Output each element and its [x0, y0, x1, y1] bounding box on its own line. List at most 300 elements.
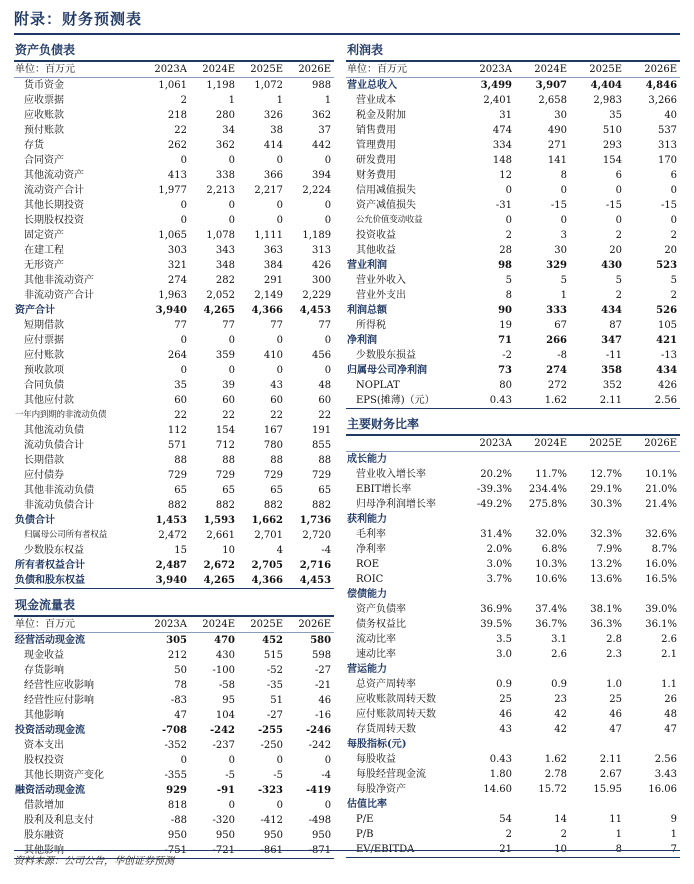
table-row	[346, 288, 680, 303]
value-cell: 88	[318, 455, 332, 466]
year-header: 2026E	[286, 61, 334, 78]
row-label: 其他长期投资	[24, 200, 84, 211]
value-cell: 6.8%	[541, 544, 567, 555]
table-row	[346, 602, 680, 617]
value-cell: 434	[656, 365, 678, 376]
value-cell: 2	[505, 829, 512, 840]
table-row	[346, 767, 680, 782]
value-cell: -100	[212, 665, 235, 676]
value-cell: 22	[174, 125, 187, 136]
table-row	[14, 813, 334, 828]
value-cell: 65	[222, 485, 235, 496]
value-cell: 25	[499, 694, 512, 705]
unit-label	[346, 435, 460, 452]
row-label: 总资产周转率	[356, 679, 416, 690]
value-cell: 0	[276, 365, 283, 376]
value-cell: 0	[276, 335, 283, 346]
value-cell: 60	[318, 395, 332, 406]
value-cell: 2,149	[254, 290, 283, 301]
value-cell: 1	[324, 95, 332, 106]
value-cell: 54	[499, 814, 512, 825]
value-cell: 1.62	[544, 754, 567, 765]
value-cell: 321	[167, 260, 187, 271]
section-title: 利润表	[346, 40, 680, 61]
value-cell: 8	[505, 290, 512, 301]
value-cell: 170	[657, 155, 678, 166]
row-label: 营业外收入	[356, 275, 406, 286]
value-cell: 780	[263, 440, 283, 451]
value-cell: 434	[601, 305, 622, 316]
value-cell: 272	[547, 380, 567, 391]
row-label: 公允价值变动收益	[356, 215, 423, 225]
value-cell: 0	[670, 215, 678, 226]
value-cell	[570, 512, 625, 527]
table-row	[346, 797, 680, 812]
value-cell: 274	[546, 365, 567, 376]
value-cell: 234.4%	[528, 484, 567, 495]
table-row	[346, 557, 680, 572]
value-cell: 22	[318, 410, 332, 421]
value-cell: 3.7%	[486, 574, 512, 585]
year-header: 2026E	[625, 435, 680, 452]
value-cell: 43	[270, 380, 283, 391]
value-cell	[570, 797, 625, 812]
value-cell: 2.56	[625, 393, 680, 409]
value-cell: -83	[170, 695, 187, 706]
row-label: 应付账款	[24, 350, 64, 361]
value-cell: 0	[505, 185, 512, 196]
value-cell: 526	[656, 305, 678, 316]
value-cell: 31.4%	[480, 529, 512, 540]
value-cell	[570, 452, 625, 468]
value-cell: 929	[166, 785, 187, 796]
value-cell: 67	[554, 320, 567, 331]
value-cell: -5	[273, 770, 283, 781]
value-cell: 20	[664, 245, 678, 256]
value-cell: -237	[212, 740, 235, 751]
row-label: 应付账款周转天数	[356, 709, 436, 720]
value-cell: 11	[609, 814, 622, 825]
table-row	[346, 617, 680, 632]
value-cell: -91	[216, 785, 235, 796]
row-label: 营业外支出	[356, 290, 406, 301]
value-cell: 2,213	[206, 185, 235, 196]
value-cell: 1,963	[158, 290, 187, 301]
value-cell: 60	[174, 395, 187, 406]
header-row	[14, 61, 334, 78]
row-label: 资产减值损失	[356, 200, 416, 211]
row-label: 货币资金	[24, 80, 64, 91]
row-label: 获利能力	[347, 514, 387, 525]
section-title: 现金流量表	[14, 595, 334, 616]
section-title: 资产负债表	[14, 40, 334, 61]
value-cell	[460, 797, 515, 812]
value-cell: 430	[601, 260, 622, 271]
value-cell	[570, 587, 625, 602]
year-header: 2024E	[515, 435, 570, 452]
table-row	[14, 363, 334, 378]
value-cell: 3,940	[142, 573, 190, 589]
value-cell: 10.3%	[535, 559, 567, 570]
value-cell: -250	[260, 740, 283, 751]
table-row	[14, 543, 334, 558]
value-cell: 729	[311, 470, 332, 481]
value-cell: 2,658	[538, 95, 567, 106]
year-header: 2023A	[142, 61, 190, 78]
value-cell: -27	[314, 665, 332, 676]
row-label: EBIT增长率	[356, 484, 412, 495]
value-cell: 48	[318, 380, 332, 391]
year-header: 2024E	[190, 61, 238, 78]
value-cell	[625, 587, 680, 602]
table-row	[346, 138, 680, 153]
value-cell: 5	[615, 275, 622, 286]
year-header: 2024E	[190, 616, 238, 633]
table-row	[346, 333, 680, 348]
value-cell: 21.0%	[645, 484, 678, 495]
value-cell: 2,401	[483, 95, 512, 106]
value-cell: -27	[266, 710, 283, 721]
value-cell: 0	[228, 365, 235, 376]
value-cell: 65	[318, 485, 332, 496]
value-cell: 0	[324, 215, 332, 226]
row-label: 投资收益	[356, 230, 396, 241]
value-cell: 12.7%	[590, 469, 622, 480]
row-label: ROE	[356, 559, 380, 570]
value-cell: 275.8%	[528, 499, 567, 510]
value-cell: 2	[180, 95, 187, 106]
value-cell	[625, 797, 680, 812]
value-cell: 0	[228, 335, 235, 346]
value-cell: 95	[222, 695, 235, 706]
value-cell: 0	[180, 155, 187, 166]
year-header: 2025E	[238, 61, 286, 78]
value-cell	[515, 452, 570, 468]
value-cell: 10	[222, 545, 235, 556]
value-cell: 0	[324, 755, 332, 766]
value-cell: 1,065	[158, 230, 187, 241]
value-cell: 414	[263, 140, 283, 151]
value-cell: 4,453	[299, 305, 332, 316]
value-cell: 2.56	[654, 754, 678, 765]
page-title: 附录：财务预测表	[14, 10, 143, 28]
table-row	[346, 393, 680, 409]
table-row	[14, 318, 334, 333]
value-cell: 1.0	[606, 679, 622, 690]
year-header: 2023A	[460, 61, 515, 78]
value-cell: 2,705	[251, 560, 283, 571]
table-row	[346, 527, 680, 542]
value-cell: 48	[664, 709, 678, 720]
row-label: 流动负债合计	[24, 440, 84, 451]
value-cell: 0.43	[489, 754, 512, 765]
row-label: 其他流动负债	[24, 425, 84, 436]
row-label: 非流动资产合计	[24, 290, 94, 301]
value-cell: 31	[499, 110, 512, 121]
value-cell: 26	[664, 694, 678, 705]
row-label: 成长能力	[347, 454, 387, 465]
value-cell: 16.0%	[645, 559, 678, 570]
table-row	[346, 348, 680, 363]
value-cell: 882	[215, 500, 235, 511]
value-cell: 35	[174, 380, 187, 391]
value-cell: 0	[276, 215, 283, 226]
value-cell: 4,846	[645, 80, 678, 91]
value-cell: 90	[498, 305, 512, 316]
value-cell: 1,662	[251, 515, 283, 526]
row-label: 信用减值损失	[356, 185, 416, 196]
row-label: 偿债能力	[347, 589, 387, 600]
value-cell: 38	[270, 125, 283, 136]
value-cell: 0	[276, 200, 283, 211]
value-cell	[515, 662, 570, 677]
value-cell: 12	[499, 170, 512, 181]
row-label: 存货周转天数	[356, 724, 416, 735]
value-cell: 712	[215, 440, 235, 451]
year-header: 2025E	[570, 435, 625, 452]
value-cell: 0	[560, 185, 567, 196]
value-cell: 3.0	[496, 649, 512, 660]
value-cell: 2	[560, 829, 567, 840]
row-label: 固定资产	[24, 230, 64, 241]
row-label: ROIC	[356, 574, 384, 585]
table-row	[14, 108, 334, 123]
table-row	[14, 693, 334, 708]
value-cell: 23	[554, 694, 567, 705]
row-label: 股利及利息支付	[24, 815, 94, 826]
value-cell: -52	[266, 665, 283, 676]
row-label: 应付债券	[24, 470, 64, 481]
value-cell: -15	[605, 200, 622, 211]
row-label: 短期借款	[24, 320, 64, 331]
value-cell: 1	[228, 95, 235, 106]
value-cell: 313	[657, 140, 678, 151]
value-cell: 442	[311, 140, 332, 151]
table-row	[14, 138, 334, 153]
value-cell: 882	[263, 500, 283, 511]
value-cell: 882	[167, 500, 187, 511]
value-cell: 3.0%	[486, 559, 512, 570]
table-row	[14, 258, 334, 273]
table-row	[346, 198, 680, 213]
table-row	[14, 78, 334, 94]
value-cell: -4	[321, 770, 332, 781]
value-cell: 0	[276, 155, 283, 166]
value-cell: 36.3%	[590, 619, 622, 630]
value-cell: 80	[499, 380, 512, 391]
table-row	[14, 228, 334, 243]
row-label: 所得税	[356, 320, 386, 331]
value-cell: 1	[670, 829, 678, 840]
table-row	[14, 708, 334, 723]
value-cell: 47	[609, 724, 622, 735]
row-label: 资产合计	[15, 305, 55, 316]
table-row	[14, 123, 334, 138]
table-row	[14, 198, 334, 213]
value-cell: 882	[311, 500, 332, 511]
value-cell: 293	[602, 140, 622, 151]
year-header: 2026E	[625, 61, 680, 78]
row-label: 存货	[24, 140, 44, 151]
value-cell: 334	[492, 140, 512, 151]
value-cell	[515, 737, 570, 752]
row-label: 无形资产	[24, 260, 64, 271]
value-cell: 729	[167, 470, 187, 481]
value-cell: 22	[270, 410, 283, 421]
row-label: 应收账款	[24, 110, 64, 121]
value-cell: 430	[215, 650, 235, 661]
value-cell: 291	[263, 275, 283, 286]
value-cell: 729	[263, 470, 283, 481]
value-cell: 988	[311, 80, 332, 91]
value-cell: 366	[263, 170, 283, 181]
value-cell: 32.3%	[590, 529, 622, 540]
row-label: 流动资产合计	[24, 185, 84, 196]
value-cell: 32.6%	[645, 529, 678, 540]
row-label: 长期股权投资	[24, 215, 84, 226]
value-cell: 1,977	[158, 185, 187, 196]
value-cell: 4,404	[590, 80, 622, 91]
row-label: 归属母公司净利润	[347, 365, 427, 376]
value-cell: 1,198	[206, 80, 235, 91]
table-row	[346, 587, 680, 602]
row-label: 净利率	[356, 544, 386, 555]
value-cell: 2.3	[606, 649, 622, 660]
table-row	[14, 183, 334, 198]
value-cell: 0.9	[496, 679, 512, 690]
value-cell: 1,111	[254, 230, 283, 241]
table-row	[346, 183, 680, 198]
value-cell: 32.0%	[535, 529, 567, 540]
value-cell: 0	[324, 800, 332, 811]
value-cell: 470	[214, 635, 235, 646]
value-cell: -352	[164, 740, 187, 751]
table-row	[14, 798, 334, 813]
balance-sheet-table	[14, 40, 334, 589]
value-cell: 2.11	[570, 393, 625, 409]
cash-flow-table	[14, 595, 334, 859]
table-row	[14, 468, 334, 483]
value-cell: 2,661	[206, 530, 235, 541]
value-cell: 51	[270, 695, 283, 706]
value-cell: 358	[601, 365, 622, 376]
value-cell: 1,189	[302, 230, 332, 241]
value-cell	[460, 512, 515, 527]
row-label: 借款增加	[24, 800, 64, 811]
row-label: 预付账款	[24, 125, 64, 136]
row-label: P/E	[356, 814, 374, 825]
row-label: 管理费用	[356, 140, 396, 151]
row-label: 每股收益	[356, 754, 396, 765]
table-row	[346, 647, 680, 662]
value-cell: 7.9%	[596, 544, 622, 555]
value-cell: 950	[263, 830, 283, 841]
header-row	[346, 61, 680, 78]
table-row	[346, 572, 680, 587]
value-cell: 46	[609, 709, 622, 720]
table-row	[14, 528, 334, 543]
row-label: 归母净利润增长率	[356, 499, 436, 510]
value-cell: -320	[212, 815, 235, 826]
value-cell: 0	[180, 365, 187, 376]
value-cell: 30	[554, 245, 567, 256]
row-label: 长期借款	[24, 455, 64, 466]
value-cell: 71	[498, 335, 512, 346]
value-cell: 38.1%	[590, 604, 622, 615]
value-cell: 950	[167, 830, 187, 841]
value-cell: 1,593	[203, 515, 235, 526]
row-label: 流动比率	[356, 634, 396, 645]
table-row	[346, 692, 680, 707]
value-cell	[570, 737, 625, 752]
table-row	[346, 93, 680, 108]
value-cell: 4,453	[286, 573, 334, 589]
value-cell	[625, 512, 680, 527]
value-cell: 413	[167, 170, 187, 181]
value-cell	[515, 587, 570, 602]
table-row	[346, 707, 680, 722]
value-cell: 280	[215, 110, 235, 121]
table-row	[14, 783, 334, 798]
value-cell: 105	[657, 320, 678, 331]
value-cell: 15	[174, 545, 187, 556]
value-cell: 2	[670, 290, 678, 301]
value-cell: 39	[222, 380, 235, 391]
value-cell: 0	[180, 215, 187, 226]
value-cell: 2,472	[158, 530, 187, 541]
row-label: 一年内到期的非流动负债	[15, 410, 107, 420]
value-cell: 313	[311, 245, 332, 256]
value-cell: 410	[263, 350, 283, 361]
table-row	[346, 512, 680, 527]
row-label: 投资活动现金流	[15, 725, 85, 736]
value-cell: 2	[505, 230, 512, 241]
value-cell: 0	[228, 155, 235, 166]
row-label: 合同资产	[24, 155, 64, 166]
value-cell: 25	[609, 694, 622, 705]
table-row	[14, 738, 334, 753]
row-label: 每股经营现金流	[356, 769, 426, 780]
value-cell: 2,487	[155, 560, 187, 571]
value-cell: 0	[276, 800, 283, 811]
section-title-row	[346, 40, 680, 61]
value-cell: 3,499	[480, 80, 512, 91]
value-cell: 2,224	[302, 185, 332, 196]
value-cell: 16.5%	[645, 574, 678, 585]
row-label: 股东融资	[24, 830, 64, 841]
value-cell: 950	[215, 830, 235, 841]
value-cell	[515, 512, 570, 527]
row-label: 负债和股东权益	[14, 573, 142, 589]
value-cell: 1.80	[489, 769, 512, 780]
value-cell: -255	[257, 725, 283, 736]
value-cell: 0	[560, 215, 567, 226]
value-cell: 818	[167, 800, 187, 811]
value-cell: 73	[498, 365, 512, 376]
value-cell: 421	[656, 335, 678, 346]
table-row	[14, 498, 334, 513]
value-cell: 88	[174, 455, 187, 466]
table-row	[346, 303, 680, 318]
row-label: 营业利润	[347, 260, 387, 271]
table-row	[346, 632, 680, 647]
value-cell: -16	[314, 710, 332, 721]
value-cell: -15	[660, 200, 678, 211]
source-note: 资料来源：公司公告，华创证券预测	[14, 856, 174, 867]
value-cell: 20.2%	[480, 469, 512, 480]
value-cell: 363	[263, 245, 283, 256]
row-label: 其他长期资产变化	[24, 770, 104, 781]
